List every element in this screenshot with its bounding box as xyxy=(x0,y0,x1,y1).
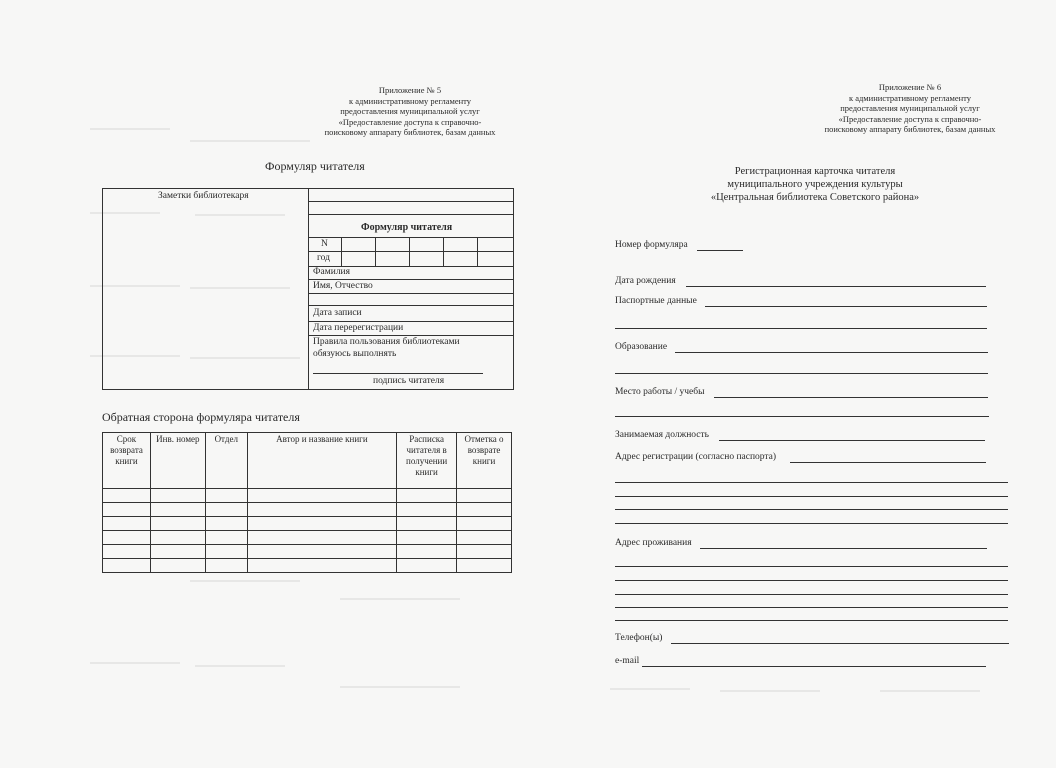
appendix-6 xyxy=(800,82,1020,135)
form-number-label: Номер формуляра xyxy=(615,240,688,250)
appendix-6-line5: поисковому аппарату библиотек, базам данных xyxy=(824,124,996,134)
col-header-return-date: Срок возврата книги xyxy=(103,433,151,489)
table-row xyxy=(103,489,512,503)
reg-address-line-2 xyxy=(615,482,1008,483)
table-row xyxy=(103,545,512,559)
signature-label: подпись читателя xyxy=(373,376,445,386)
col-header-inv-number: Инв. номер xyxy=(150,433,205,489)
appendix-5-line5: поисковому аппарату библиотек, базам данных xyxy=(324,127,496,137)
col-header-author-title: Автор и название книги xyxy=(247,433,396,489)
surname-label: Фамилия xyxy=(313,267,351,277)
res-address-line-4 xyxy=(615,594,1008,595)
appendix-5-line3: предоставления муниципальной услуг xyxy=(340,106,480,116)
table-row xyxy=(103,517,512,531)
n-label: N xyxy=(321,239,328,249)
appendix-5-line1: Приложение № 5 xyxy=(378,85,442,95)
appendix-6-line1: Приложение № 6 xyxy=(878,82,942,92)
appendix-5 xyxy=(300,85,520,138)
rules-line2: обязуюсь выполнять xyxy=(313,349,397,359)
workplace-label: Место работы / учебы xyxy=(615,387,705,397)
inner-form-title: Формуляр читателя xyxy=(361,222,453,233)
res-address-line-5 xyxy=(615,607,1008,608)
col-header-department: Отдел xyxy=(205,433,247,489)
appendix-6-line4: «Предоставление доступа к справочно- xyxy=(838,113,982,124)
librarian-notes-label: Заметки библиотекаря xyxy=(158,191,249,201)
table-row xyxy=(103,531,512,545)
reg-address-line-5 xyxy=(615,523,1008,524)
phone-label: Телефон(ы) xyxy=(615,633,663,643)
res-address-line-2 xyxy=(615,566,1008,567)
birth-date-line xyxy=(686,286,986,287)
card-divider xyxy=(308,189,309,389)
form-title: Формуляр читателя xyxy=(265,159,365,173)
appendix-6-line3: предоставления муниципальной услуг xyxy=(840,103,980,113)
table-row xyxy=(103,559,512,573)
education-line-2 xyxy=(615,373,988,374)
email-label: e-mail xyxy=(615,656,640,666)
year-label: год xyxy=(317,253,330,263)
col-header-receipt: Расписка читателя в получении книги xyxy=(397,433,457,489)
table-row xyxy=(103,503,512,517)
card-title-line2: муниципального учреждения культуры xyxy=(727,179,903,190)
passport-label: Паспортные данные xyxy=(615,296,697,306)
loan-table xyxy=(102,432,512,573)
reg-address-line xyxy=(790,462,986,463)
reg-address-label: Адрес регистрации (согласно паспорта) xyxy=(615,452,777,462)
number-year-grid xyxy=(309,237,513,267)
card-title-line3: «Центральная библиотека Советского района» xyxy=(710,192,920,203)
workplace-line xyxy=(714,397,988,398)
reg-address-line-4 xyxy=(615,509,1008,510)
appendix-5-line2: к административному регламенту xyxy=(348,95,472,106)
phone-line xyxy=(671,643,1009,644)
education-label: Образование xyxy=(615,342,668,352)
position-line xyxy=(719,440,985,441)
birth-date-label: Дата рождения xyxy=(615,276,676,286)
appendix-6-line2: к административному регламенту xyxy=(848,92,972,103)
email-line xyxy=(642,666,986,667)
res-address-line-3 xyxy=(615,580,1008,581)
passport-line-2 xyxy=(615,328,987,329)
passport-line xyxy=(705,306,987,307)
col-header-return-mark: Отметка о возврате книги xyxy=(457,433,512,489)
signature-line xyxy=(313,373,483,374)
res-address-line xyxy=(700,548,987,549)
back-side-title: Обратная сторона формуляра читателя xyxy=(102,410,300,424)
appendix-5-line4: «Предоставление доступа к справочно- xyxy=(338,116,482,127)
record-date-label: Дата записи xyxy=(313,308,362,318)
education-line xyxy=(675,352,988,353)
rules-line1: Правила пользования библиотеками xyxy=(313,337,460,347)
reg-address-line-3 xyxy=(615,496,1008,497)
registration-card-title xyxy=(700,165,930,204)
position-label: Занимаемая должность xyxy=(615,430,709,440)
card-title-line1: Регистрационная карточка читателя xyxy=(734,166,896,177)
res-address-line-6 xyxy=(615,620,1008,621)
workplace-line-2 xyxy=(615,416,989,417)
name-label: Имя, Отчество xyxy=(313,281,373,291)
rereg-date-label: Дата перерегистрации xyxy=(313,323,404,333)
res-address-label: Адрес проживания xyxy=(615,538,692,548)
form-number-line xyxy=(697,250,743,251)
reader-form-card xyxy=(102,188,514,390)
